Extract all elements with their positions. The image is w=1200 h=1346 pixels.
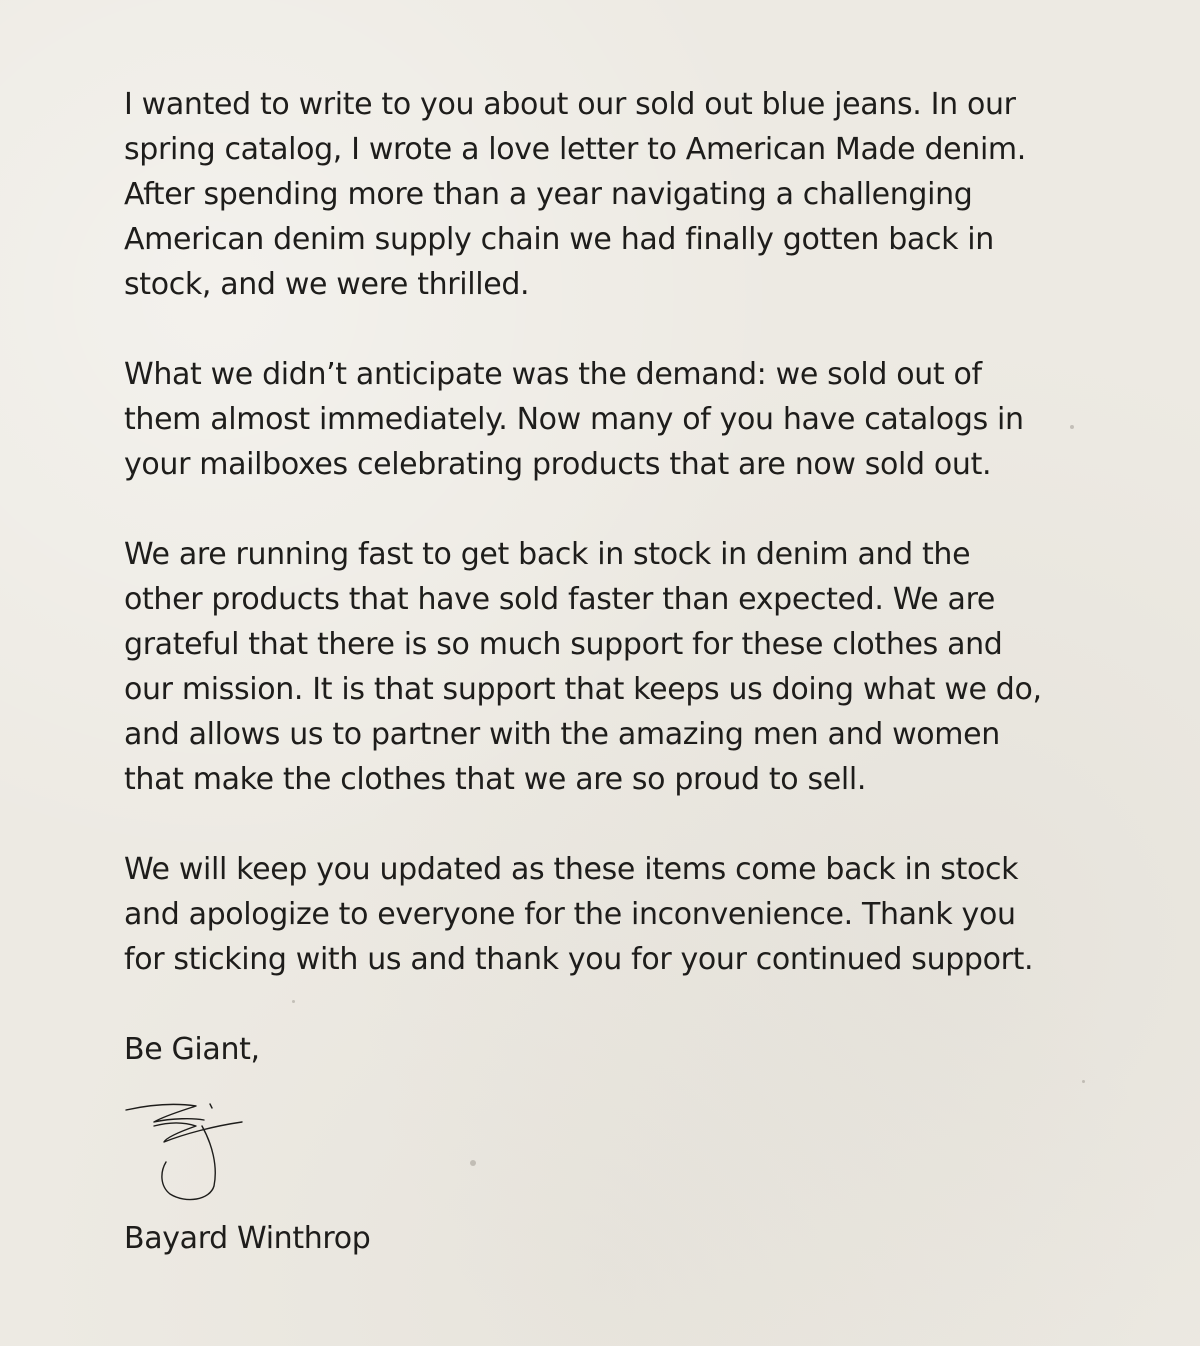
letter-line: stock, and we were thrilled. bbox=[124, 267, 530, 302]
letter-paragraph-2 bbox=[124, 352, 1084, 487]
letter-line: your mailboxes celebrating products that are now sold out. bbox=[124, 447, 992, 482]
letter-line: and apologize to everyone for the inconvenience. Thank you bbox=[124, 897, 1016, 932]
letter-line: and allows us to partner with the amazing men and women bbox=[124, 717, 1000, 752]
letter-body bbox=[124, 82, 1084, 1261]
letter-paragraph-1 bbox=[124, 82, 1084, 307]
letter-line: What we didn’t anticipate was the demand: we sold out of bbox=[124, 357, 982, 392]
letter-line: grateful that there is so much support for these clothes and bbox=[124, 627, 1003, 662]
letter-line: After spending more than a year navigating a challenging bbox=[124, 177, 973, 212]
letter-line: spring catalog, I wrote a love letter to American Made denim. bbox=[124, 132, 1026, 167]
letter-line: I wanted to write to you about our sold out blue jeans. In our bbox=[124, 87, 1016, 122]
letter-line: We are running fast to get back in stock in denim and the bbox=[124, 537, 971, 572]
letter-paragraph-4 bbox=[124, 847, 1084, 982]
letter-line: We will keep you updated as these items come back in stock bbox=[124, 852, 1019, 887]
letter-line: other products that have sold faster than expected. We are bbox=[124, 582, 996, 617]
letter-paragraph-3 bbox=[124, 532, 1084, 802]
letter-line: that make the clothes that we are so proud to sell. bbox=[124, 762, 867, 797]
letter-line: them almost immediately. Now many of you have catalogs in bbox=[124, 402, 1024, 437]
handwritten-signature bbox=[124, 1096, 254, 1206]
letter-closing: Be Giant, bbox=[124, 1032, 260, 1067]
letter-line: our mission. It is that support that keeps us doing what we do, bbox=[124, 672, 1042, 707]
letter-line: American denim supply chain we had finally gotten back in bbox=[124, 222, 994, 257]
signer-name: Bayard Winthrop bbox=[124, 1221, 371, 1256]
letter-line: for sticking with us and thank you for your continued support. bbox=[124, 942, 1034, 977]
